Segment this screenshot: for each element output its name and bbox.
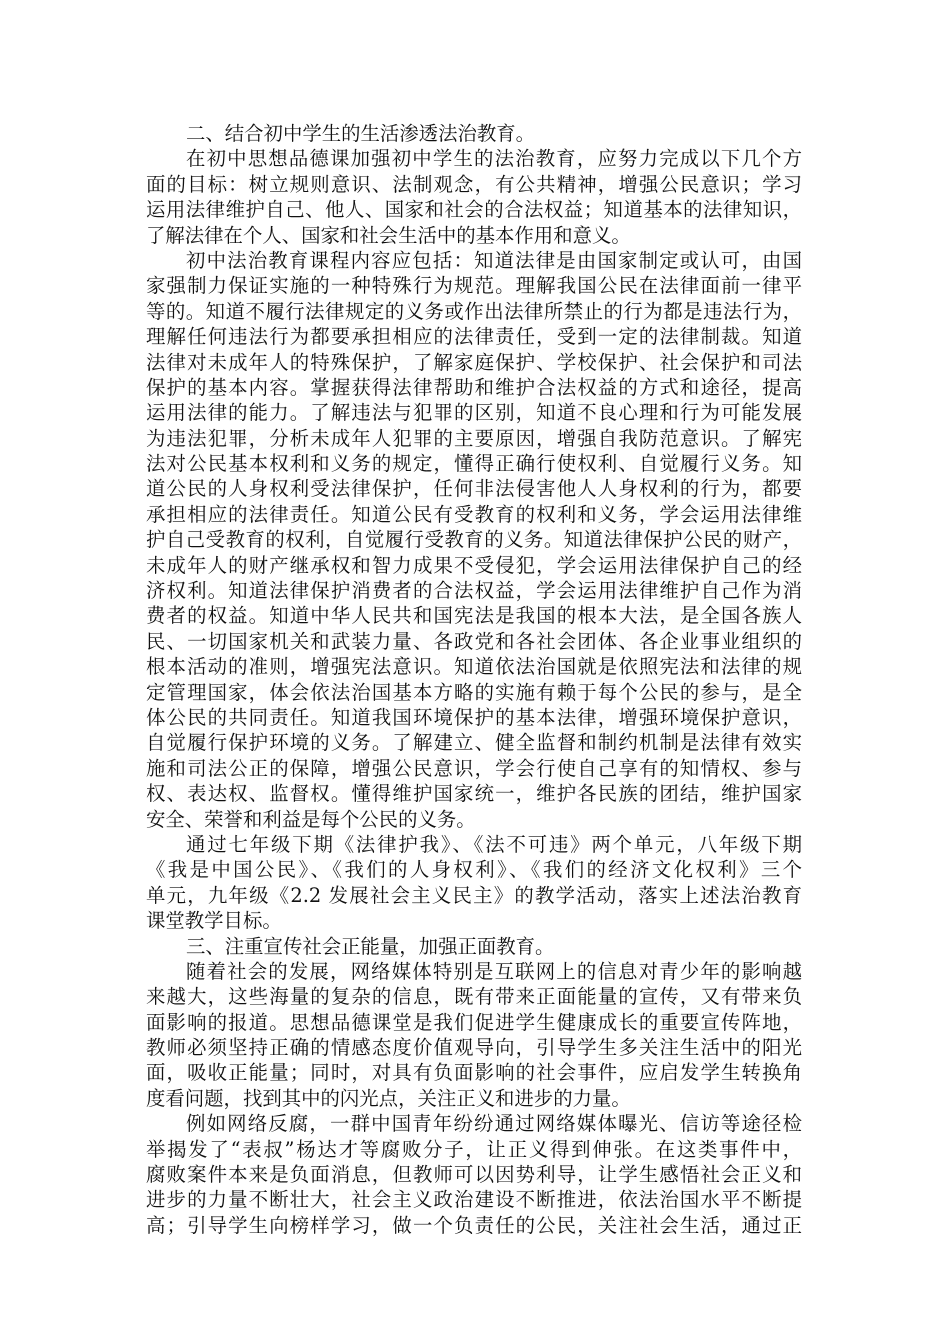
text-line: 《我是中国公民》、《我们的人身权利》、《我们的经济文化权利》三个 xyxy=(146,858,802,882)
text-line: 来越大，这些海量的复杂的信息，既有带来正面能量的宣传，又有带来负 xyxy=(146,985,802,1009)
text-line: 自觉履行保护环境的义务。了解建立、健全监督和制约机制是法律有效实 xyxy=(146,731,802,755)
text-line: 腐败案件本来是负面消息，但教师可以因势利导，让学生感悟社会正义和 xyxy=(146,1163,802,1187)
text-line: 安全、荣誉和利益是每个公民的义务。 xyxy=(146,807,476,831)
text-line: 费者的权益。知道中华人民共和国宪法是我国的根本大法，是全国各族人 xyxy=(146,604,802,628)
text-line: 度看问题，找到其中的闪光点，关注正义和进步的力量。 xyxy=(146,1086,631,1110)
text-line: 高；引导学生向榜样学习，做一个负责任的公民，关注社会生活，通过正 xyxy=(146,1213,802,1237)
text-line: 等的。知道不履行法律规定的义务或作出法律所禁止的行为都是违法行为， xyxy=(146,299,802,323)
text-line: 法律对未成年人的特殊保护，了解家庭保护、学校保护、社会保护和司法 xyxy=(146,350,802,374)
text-line: 三、注重宣传社会正能量，加强正面教育。 xyxy=(186,934,555,958)
text-line: 在初中思想品德课加强初中学生的法治教育，应努力完成以下几个方 xyxy=(186,147,802,171)
text-line: 运用法律的能力。了解违法与犯罪的区别，知道不良心理和行为可能发展 xyxy=(146,401,802,425)
text-line: 体公民的共同责任。知道我国环境保护的基本法律，增强环境保护意识， xyxy=(146,705,802,729)
text-line: 施和司法公正的保障，增强公民意识，学会行使自己享有的知情权、参与 xyxy=(146,756,802,780)
text-line: 面影响的报道。思想品德课堂是我们促进学生健康成长的重要宣传阵地， xyxy=(146,1010,802,1034)
text-line: 教师必须坚持正确的情感态度价值观导向，引导学生多关注生活中的阳光 xyxy=(146,1036,802,1060)
text-line: 权、表达权、监督权。懂得维护国家统一，维护各民族的团结，维护国家 xyxy=(146,782,802,806)
text-line: 二、结合初中学生的生活渗透法治教育。 xyxy=(186,122,536,145)
text-line: 民、一切国家机关和武装力量、各政党和各社会团体、各企业事业组织的 xyxy=(146,629,802,653)
text-line: 为违法犯罪，分析未成年人犯罪的主要原因，增强自我防范意识。了解宪 xyxy=(146,426,802,450)
text-line: 根本活动的准则，增强宪法意识。知道依法治国就是依照宪法和法律的规 xyxy=(146,655,802,679)
text-line: 保护的基本内容。掌握获得法律帮助和维护合法权益的方式和途径，提高 xyxy=(146,375,802,399)
text-line: 定管理国家，体会依法治国基本方略的实施有赖于每个公民的参与，是全 xyxy=(146,680,802,704)
text-line: 济权利。知道法律保护消费者的合法权益，学会运用法律维护自己作为消 xyxy=(146,579,802,603)
text-line: 单元，九年级《2.2 发展社会主义民主》的教学活动，落实上述法治教育 xyxy=(146,883,802,907)
text-line: 了解法律在个人、国家和社会生活中的基本作用和意义。 xyxy=(146,223,631,247)
text-line: 随着社会的发展，网络媒体特别是互联网上的信息对青少年的影响越 xyxy=(186,959,802,983)
document-body xyxy=(146,121,802,1238)
text-line: 面的目标：树立规则意识、法制观念，有公共精神，增强公民意识；学习 xyxy=(146,172,802,196)
text-line: 通过七年级下期《法律护我》、《法不可违》两个单元，八年级下期 xyxy=(186,832,802,856)
text-line: 承担相应的法律责任。知道公民有受教育的权利和义务，学会运用法律维 xyxy=(146,502,802,526)
text-line: 面，吸收正能量；同时，对具有负面影响的社会事件，应启发学生转换角 xyxy=(146,1061,802,1085)
text-line: 护自己受教育的权利，自觉履行受教育的义务。知道法律保护公民的财产， xyxy=(146,528,802,552)
text-line: 家强制力保证实施的一种特殊行为规范。理解我国公民在法律面前一律平 xyxy=(146,274,802,298)
text-line: 法对公民基本权利和义务的规定，懂得正确行使权利、自觉履行义务。知 xyxy=(146,452,802,476)
text-line: 例如网络反腐，一群中国青年纷纷通过网络媒体曝光、信访等途径检 xyxy=(186,1112,802,1136)
text-line: 举揭发了“表叔”杨达才等腐败分子，让正义得到伸张。在这类事件中， xyxy=(146,1137,802,1161)
text-line: 初中法治教育课程内容应包括：知道法律是由国家制定或认可，由国 xyxy=(186,248,802,272)
text-line: 理解任何违法行为都要承担相应的法律责任，受到一定的法律制裁。知道 xyxy=(146,325,802,349)
text-line: 课堂教学目标。 xyxy=(146,909,282,933)
text-line: 道公民的人身权利受法律保护，任何非法侵害他人人身权利的行为，都要 xyxy=(146,477,802,501)
text-line: 进步的力量不断壮大，社会主义政治建设不断推进，依法治国水平不断提 xyxy=(146,1188,802,1212)
text-line: 运用法律维护自己、他人、国家和社会的合法权益；知道基本的法律知识， xyxy=(146,198,802,222)
text-line: 未成年人的财产继承权和智力成果不受侵犯，学会运用法律保护自己的经 xyxy=(146,553,802,577)
